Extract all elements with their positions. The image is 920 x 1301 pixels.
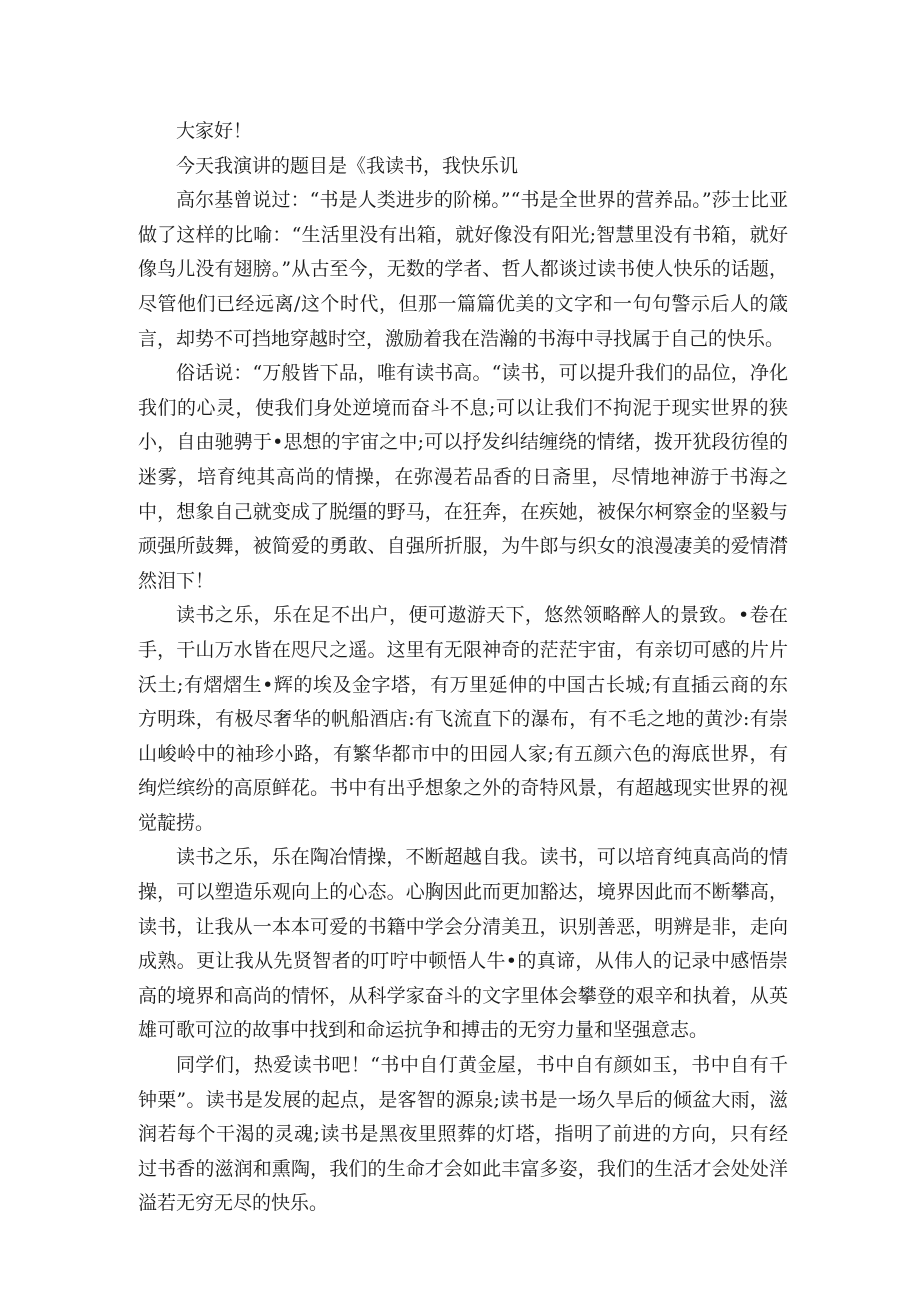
travel-paragraph: 读书之乐，乐在足不出户，便可遨游天下，悠然领略醉人的景致。•卷在手，干山万水皆在咫尺之遥。这里有无限神奇的茫茫宇宙，有亲切可感的片片沃土;有熠熠生•辉的埃及金字塔，有万里延伸的中国古长城;有直插云商的东方明珠，有极尽奢华的帆船酒店:有飞流直下的瀑布，有不毛之地的黄沙:有崇山峻岭中的袖珍小路，有繁华都市中的田园人家;有五颜六色的海底世界，有绚烂缤纷的高原鲜花。书中有出乎想象之外的奇特风景，有超越现实世界的视觉靛捞。 xyxy=(138,604,788,834)
greeting-paragraph: 大家好！ xyxy=(176,120,253,142)
proverb-paragraph: 俗话说：“万般皆下品，唯有读书高。“读书，可以提升我们的品位，净化我们的心灵，使我们身处逆境而奋斗不息;可以让我们不拘泥于现实世界的狭小，自由驰骋于•思想的宇宙之中;可以抒发纠结缠绕的情绪，拨开犹段彷徨的迷雾，培育纯其高尚的情操，在弥漫若品香的日斋里，尽情地神游于书海之中，想象自己就变成了脱缰的野马，在狂奔，在疾她，被保尔柯察金的坚毅与顽强所鼓舞，被简爱的勇敢、自强所折服，为牛郎与织女的浪漫凄美的爱情潸然泪下！ xyxy=(138,362,788,592)
speech-body xyxy=(138,114,788,1221)
quote-paragraph: 高尔基曾说过：“书是人类进步的阶梯。”“书是全世界的营养品。”莎士比亚做了这样的比喻：“生活里没有出箱，就好像没有阳光;智慧里没有书箱，就好像鸟儿没有翅膀。”从古至今，无数的学者、哲人都谈过读书使人快乐的话题，尽管他们已经远离/这个时代，但那一篇篇优美的文字和一句句警示后人的箴言，却势不可挡地穿越时空，激励着我在浩瀚的书海中寻找属于自己的快乐。 xyxy=(138,189,788,350)
closing-paragraph: 同学们，热爱读书吧！“书中自仃黄金屋，书中自有颜如玉，书中自有千钟栗”。读书是发展的起点，是客智的源泉;读书是一场久旱后的倾盆大雨，滋润若每个干渴的灵魂;读书是黑夜里照葬的灯塔，指明了前进的方向，只有经过书香的滋润和熏陶，我们的生命才会如此丰富多姿，我们的生活才会处处洋溢若无穷无尽的快乐。 xyxy=(138,1054,788,1215)
topic-paragraph: 今天我演讲的题目是《我读书，我快乐讥 xyxy=(176,154,519,177)
character-paragraph: 读书之乐，乐在陶冶情操，不断超越自我。读书，可以培育纯真高尚的情操，可以塑造乐观向上的心态。心胸因此而更加豁达，境界因此而不断攀高，读书，让我从一本本可爱的书籍中学会分清美丑，识别善恶，明辨是非，走向成熟。更让我从先贤智者的叮咛中顿悟人牛•的真谛，从伟人的记录中感悟崇高的境界和高尚的情怀，从科学家奋斗的文字里体会攀登的艰辛和执着，从英雄可歌可泣的故事中找到和命运抗争和搏击的无穷力量和坚强意志。 xyxy=(138,846,788,1042)
